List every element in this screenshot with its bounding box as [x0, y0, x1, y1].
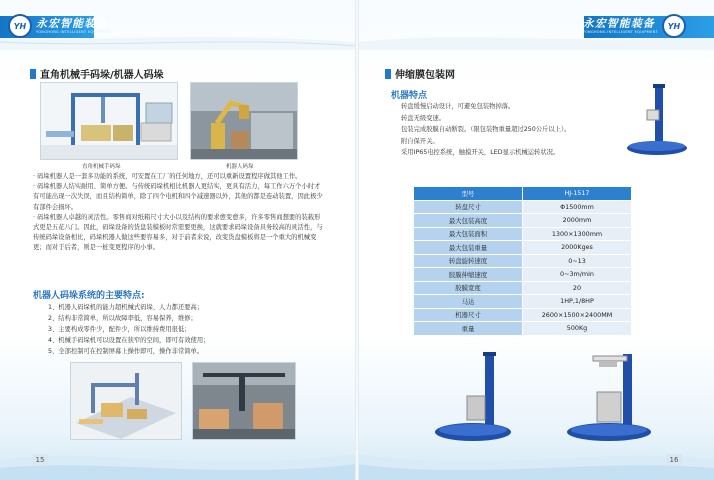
spec-table-row	[414, 227, 632, 241]
features-title: 机器特点	[391, 91, 428, 101]
spec-label: 转盘尺寸	[414, 200, 523, 214]
section-title: 直角机械手码垛/机器人码垛	[30, 66, 164, 81]
spec-value: 1HP,1/8HP	[523, 295, 632, 309]
feature-item: 3、主要构成零件少，配件少，所以维持费用很低；	[48, 326, 191, 333]
spec-label: 胶膜宽度	[414, 281, 523, 295]
brand-name: 永宏智能装备	[36, 16, 108, 30]
feature-item: 转盘缓慢启动设计，可避免包装物掉落。	[401, 103, 515, 110]
spec-label: 重量	[414, 322, 523, 336]
brand-logo	[8, 14, 111, 38]
cartesian-palletizer-photo	[40, 82, 178, 160]
section-marker-icon	[30, 69, 36, 79]
brand-name: 永宏智能装备	[582, 16, 655, 30]
spec-value: 2000Kges	[523, 241, 632, 255]
section-title: 伸缩膜包装网	[385, 66, 455, 81]
spec-table-row	[414, 308, 632, 322]
logo-badge-icon: YH	[662, 14, 686, 38]
spec-value: 2600×1500×2400MM	[523, 308, 632, 322]
spec-value: HJ-1517	[523, 187, 632, 201]
brand-name-en: YONGHONG INTELLIGENT EQUIPMENT	[36, 29, 112, 34]
features-list	[401, 101, 570, 159]
spec-label: 型号	[414, 187, 523, 201]
paragraph-3: · 码垛机器人卓越的灵活性。零售商对纸箱尺寸大小以及结构的要求愈变愈多，许多零售商想要的装载形式更是五花八门。因此，码垛设备的货盘装模板时常需要更换，这就要求码垛设备具务较高的灵活性，与传统码垛设备相比，码垛机器人做这些要容易多，对于前者来说，改变货盘模板将是一个重大的机械变更；而对于后者，则是一桩变更程序的小事。	[33, 213, 323, 252]
feature-item: 转盘无级变速。	[401, 114, 446, 122]
spec-table-row	[414, 254, 632, 268]
feature-item: 2、结构非常简单，所以故障率低，容易保养，维修；	[48, 315, 197, 322]
spec-label: 最大包装面积	[414, 227, 523, 241]
spec-table-row	[414, 322, 632, 336]
spec-value: 500Kg	[523, 322, 632, 336]
stretch-wrapper-photo-3	[563, 352, 655, 444]
spec-label: 转盘旋转速度	[414, 254, 523, 268]
features-title: 机器人码垛系统的主要特点:	[33, 291, 145, 301]
feature-item: 1、机器人码垛机的能力超机械式码垛、人力都还要高；	[48, 304, 204, 311]
spec-table-header	[414, 187, 632, 201]
feature-item: 5、全部控制可在控制屏幕上操作即可，操作非常简单。	[48, 348, 204, 355]
spec-value: Φ1500mm	[523, 200, 632, 214]
spec-table	[413, 186, 632, 336]
caption-1: 直角机械手码垛	[82, 164, 121, 170]
brand-logo	[579, 14, 686, 38]
brand-name-en: YONGHONG INTELLIGENT EQUIPMENT	[582, 29, 658, 34]
robot-cell-photo	[192, 362, 296, 440]
right-page	[357, 0, 714, 480]
spec-value: 2000mm	[523, 214, 632, 228]
feature-item: 包装完成胶膜自动断裂。（限包装物重量超过250公斤以上）。	[401, 126, 571, 133]
spec-label: 最大包装重量	[414, 241, 523, 255]
footer-wave	[357, 440, 714, 480]
spec-table-row	[414, 241, 632, 255]
stretch-wrapper-photo-1	[625, 84, 689, 160]
spec-value: 0~13	[523, 254, 632, 268]
spec-table-row	[414, 214, 632, 228]
paragraph-2: · 码垛机器人结实耐用、简单方便。与传统码垛机相比机器人更结实，更具有活力，每工作六万个小时才有可能出现一次失误，而且结构简单，除了四个电机和四个减速器以外，其他的都是连动装置，因此极少有部件会损坏。	[33, 183, 323, 211]
spec-value: 1300×1300mm	[523, 227, 632, 241]
spec-table-row	[414, 281, 632, 295]
feature-item: 4、机械手码垛机可以设置在狭窄的空间，即可有效使用；	[48, 337, 210, 344]
logo-badge-icon: YH	[8, 14, 32, 38]
caption-2: 机器人码垛	[226, 164, 254, 170]
intro-paragraphs	[33, 172, 325, 254]
spec-value: 20	[523, 281, 632, 295]
spec-value: 0~3m/min	[523, 268, 632, 282]
paragraph-1: · 码垛机器人是一套多功能的系统，可安置在工厂的任何地方，还可以重新设置程序做其他工作。	[33, 173, 302, 180]
robot-palletizer-photo	[190, 82, 298, 160]
spec-label: 最大包装高度	[414, 214, 523, 228]
spec-table-row	[414, 295, 632, 309]
spec-label: 马达	[414, 295, 523, 309]
conveyor-line-photo	[70, 362, 182, 440]
feature-item: 采用IP65电控系统，触摸开关，LED显示机械运转状况。	[401, 149, 560, 156]
footer-wave	[0, 440, 357, 480]
spec-table-row	[414, 268, 632, 282]
spec-table-row	[414, 200, 632, 214]
features-list	[48, 302, 209, 357]
feature-item: 附自保开关。	[401, 137, 439, 145]
book-spine	[355, 0, 359, 480]
stretch-wrapper-photo-2	[433, 352, 513, 444]
section-marker-icon	[385, 69, 391, 79]
spec-label: 胶膜伸缩速度	[414, 268, 523, 282]
page-number: 16	[666, 454, 682, 466]
spec-label: 机器尺寸	[414, 308, 523, 322]
page-number: 15	[32, 454, 48, 466]
